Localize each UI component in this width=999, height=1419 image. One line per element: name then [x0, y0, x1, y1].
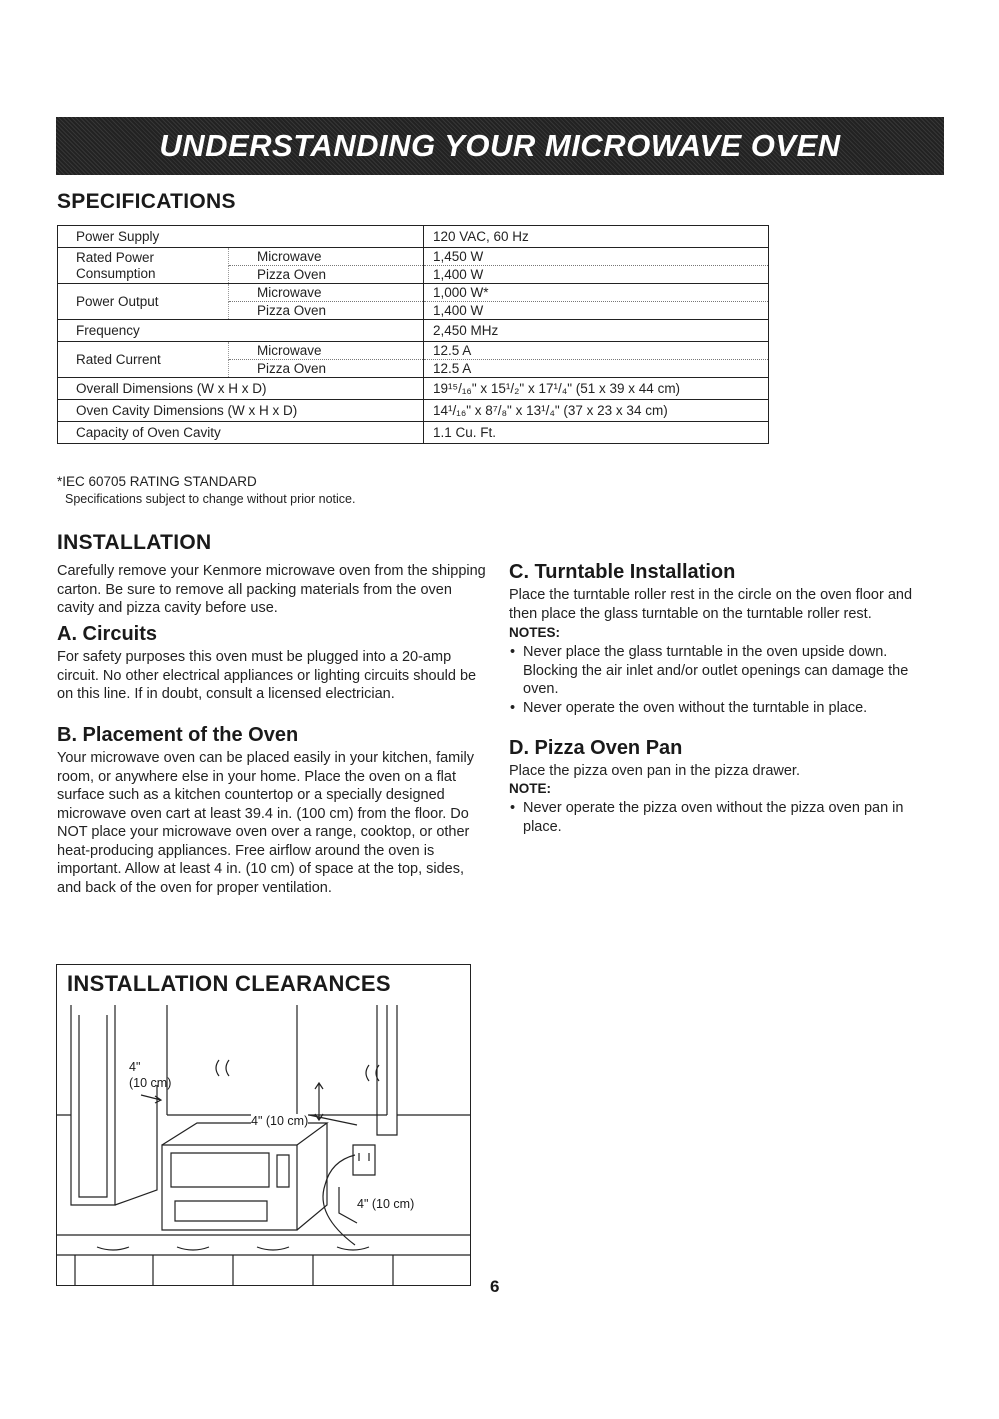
spec-sublabel: Microwave [229, 248, 424, 266]
spec-sublabel: Pizza Oven [229, 360, 424, 378]
pizza-pan-note-label: NOTE: [509, 781, 551, 796]
table-row [58, 342, 769, 360]
installation-intro: Carefully remove your Kenmore microwave oven from the shipping carton. Be sure to remove all packing materials from the oven cavity and pizza cavity before use. [57, 563, 486, 616]
list-item: • Never operate the oven without the turntable in place. [509, 699, 941, 718]
clearances-heading: INSTALLATION CLEARANCES [67, 971, 391, 996]
spec-sublabel: Microwave [229, 284, 424, 302]
spec-value: 1,450 W [424, 248, 769, 266]
turntable-notes-list [509, 643, 941, 717]
table-row [58, 226, 769, 248]
spec-label [58, 248, 229, 284]
spec-disclaimer: Specifications subject to change without prior notice. [65, 492, 356, 506]
specifications-heading: SPECIFICATIONS [57, 190, 236, 213]
rating-footnote: *IEC 60705 RATING STANDARD [57, 474, 257, 489]
section-banner [56, 117, 944, 175]
table-row [58, 400, 769, 422]
spec-value: 14¹/₁₆" x 8⁷/₈" x 13¹/₄" (37 x 23 x 34 cm) [424, 400, 769, 422]
table-row [58, 422, 769, 444]
banner-title: UNDERSTANDING YOUR MICROWAVE OVEN [159, 128, 841, 163]
turntable-notes-label: NOTES: [509, 625, 561, 640]
spec-label-line: Consumption [76, 265, 156, 281]
spec-value: 1.1 Cu. Ft. [424, 422, 769, 444]
spec-value: 1,000 W* [424, 284, 769, 302]
table-row [58, 284, 769, 302]
spec-label: Oven Cavity Dimensions (W x H x D) [58, 400, 424, 422]
placement-heading: B. Placement of the Oven [57, 724, 299, 746]
table-row [58, 320, 769, 342]
spec-value: 1,400 W [424, 302, 769, 320]
circuits-text: For safety purposes this oven must be plugged into a 20-amp circuit. No other electrical appliances or lighting circuits should be on this line. If in doubt, consult a licensed electrician. [57, 649, 477, 702]
spec-label: Rated Current [58, 342, 229, 378]
pizza-pan-heading: D. Pizza Oven Pan [509, 737, 683, 759]
spec-sublabel: Pizza Oven [229, 266, 424, 284]
placement-text: Your microwave oven can be placed easily in your kitchen, family room, or anywhere else in your home. Place the oven on a flat surface such as a kitchen countertop or a specially designed microwave oven cart at least 39.4 in. (100 cm) from the floor. Do NOT place your microwave oven over a range, cooktop, or other heat-producing appliances. Free airflow around the oven is important. Allow at least 4 in. (10 cm) of space at the top, sides, and back of the oven for proper ventilation. [57, 750, 474, 896]
table-row [58, 378, 769, 400]
circuits-heading: A. Circuits [57, 623, 158, 645]
spec-value: 2,450 MHz [424, 320, 769, 342]
spec-sublabel: Pizza Oven [229, 302, 424, 320]
top-clearance-label: 4" (10 cm) [251, 1114, 309, 1128]
spec-label: Overall Dimensions (W x H x D) [58, 378, 424, 400]
installation-heading: INSTALLATION [57, 531, 212, 554]
back-clearance-label: 4" (10 cm) [357, 1197, 415, 1211]
spec-label: Capacity of Oven Cavity [58, 422, 424, 444]
turntable-heading: C. Turntable Installation [509, 561, 736, 583]
page-number: 6 [490, 1277, 500, 1296]
list-item: • Never place the glass turntable in the oven upside down. Blocking the air inlet and/or outlet openings can damage the oven. [509, 643, 941, 699]
spec-value: 12.5 A [424, 360, 769, 378]
spec-sublabel: Microwave [229, 342, 424, 360]
spec-value: 12.5 A [424, 342, 769, 360]
spec-value: 1,400 W [424, 266, 769, 284]
table-row [58, 248, 769, 266]
side-clearance-label: 4" [129, 1060, 141, 1074]
spec-value: 19¹⁵/₁₆" x 15¹/₂" x 17¹/₄" (51 x 39 x 44 cm) [424, 378, 769, 400]
spec-label: Frequency [58, 320, 424, 342]
spec-label: Power Output [58, 284, 229, 320]
spec-value: 120 VAC, 60 Hz [424, 226, 769, 248]
list-item: • Never operate the pizza oven without the pizza oven pan in place. [509, 799, 929, 836]
side-clearance-label-cm: (10 cm) [129, 1076, 172, 1090]
pizza-pan-text: Place the pizza oven pan in the pizza drawer. [509, 763, 800, 779]
spec-label: Power Supply [76, 229, 160, 244]
specifications-table [57, 225, 769, 444]
installation-clearances-box [56, 964, 471, 1286]
pizza-pan-notes-list [509, 799, 929, 836]
turntable-text: Place the turntable roller rest in the circle on the oven floor and then place the glass turntable on the turntable roller rest. [509, 587, 913, 622]
spec-label-line: Rated Power [76, 249, 155, 265]
